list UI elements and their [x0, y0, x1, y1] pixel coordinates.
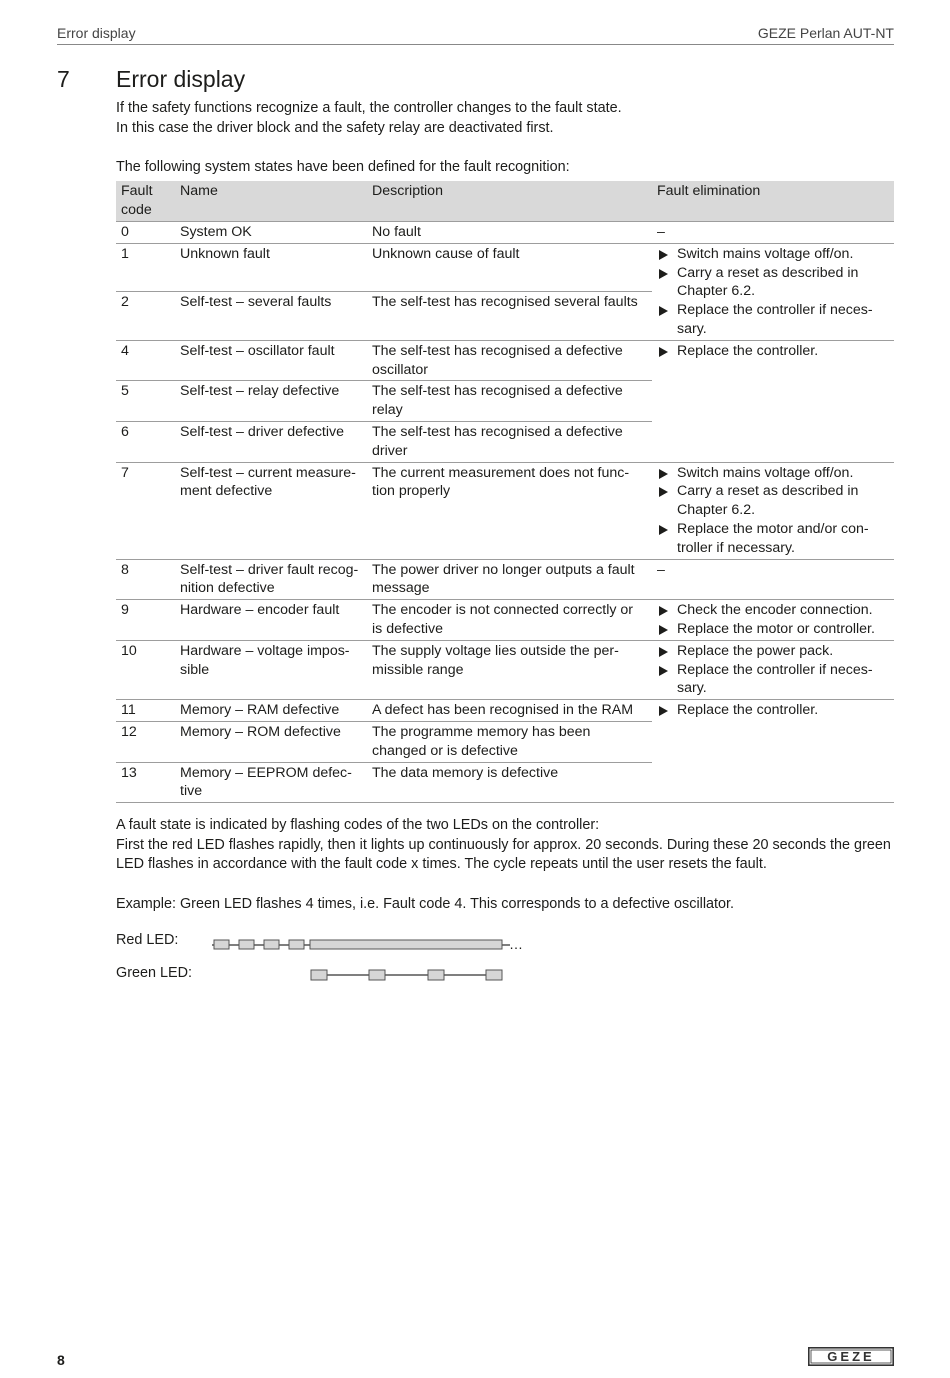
- green-led-flash: [428, 970, 444, 980]
- fault-name-cell: Hardware – voltage impos-sible: [175, 640, 367, 699]
- green-led-flash: [486, 970, 502, 980]
- table-intro-text: The following system states have been defined for the fault recognition:: [116, 159, 570, 175]
- fault-code-cell: 4: [116, 340, 175, 381]
- fault-name-cell: Self-test – relay defective: [175, 381, 367, 422]
- green-led-flash: [311, 970, 327, 980]
- intro-line-1: If the safety functions recognize a fault, the controller changes to the fault state.: [116, 100, 622, 116]
- red-led-flash: [289, 940, 304, 949]
- fault-name-cell: Self-test – oscillator fault: [175, 340, 367, 381]
- fault-name-cell: Unknown fault: [175, 243, 367, 291]
- green-led-timing-diagram: [200, 964, 540, 986]
- elimination-list: [657, 601, 889, 639]
- elimination-step: Replace the controller.: [657, 701, 889, 720]
- fault-name-cell: Self-test – driver fault recog-nition defective: [175, 559, 367, 600]
- elimination-step: Replace the motor and/or con-troller if necessary.: [657, 520, 889, 558]
- fault-code-cell: 11: [116, 700, 175, 722]
- fault-name-cell: Self-test – driver defective: [175, 421, 367, 462]
- header-fault-code: Fault code: [116, 181, 175, 222]
- fault-code-cell: 6: [116, 421, 175, 462]
- intro-text: [116, 99, 894, 138]
- table-intro: [116, 158, 894, 178]
- led-example: [116, 895, 894, 915]
- table-row: [116, 600, 894, 641]
- elimination-list: [657, 342, 889, 361]
- fault-name-cell: Self-test – current measure-ment defective: [175, 462, 367, 559]
- elimination-step: Switch mains voltage off/on.: [657, 464, 889, 483]
- section-number: 7: [57, 66, 70, 92]
- header-fault-elimination: Fault elimination: [652, 181, 894, 222]
- elimination-step: Carry a reset as described in Chapter 6.2.: [657, 482, 889, 520]
- fault-name-cell: Memory – ROM defective: [175, 721, 367, 762]
- table-row: [116, 462, 894, 559]
- fault-name-cell: Hardware – encoder fault: [175, 600, 367, 641]
- fault-elimination-cell: –: [652, 559, 894, 600]
- fault-description-cell: The supply voltage lies outside the per-missible range: [367, 640, 652, 699]
- led-explanation-line-2: First the red LED flashes rapidly, then it lights up continuously for approx. 20 seconds. During these 20 seconds the green LED flashes in accordance with the fault code x times. The cycle repeats until the user resets the fault.: [116, 836, 891, 872]
- fault-code-cell: 8: [116, 559, 175, 600]
- intro-line-2: In this case the driver block and the safety relay are deactivated first.: [116, 119, 554, 136]
- elimination-step: Replace the motor or controller.: [657, 620, 889, 639]
- elimination-step: Check the encoder connection.: [657, 601, 889, 620]
- table-row: [116, 243, 894, 291]
- fault-description-cell: No fault: [367, 222, 652, 244]
- fault-name-cell: Memory – RAM defective: [175, 700, 367, 722]
- table-header-row: [116, 181, 894, 222]
- fault-description-cell: The self-test has recognised a defective driver: [367, 421, 652, 462]
- fault-code-cell: 0: [116, 222, 175, 244]
- elimination-step: Replace the controller if neces-sary.: [657, 661, 889, 699]
- geze-logo: [808, 1347, 894, 1366]
- elimination-step: Replace the controller.: [657, 342, 889, 361]
- fault-code-cell: 1: [116, 243, 175, 291]
- led-example-text: Example: Green LED flashes 4 times, i.e. Fault code 4. This corresponds to a defective oscillator.: [116, 896, 735, 912]
- elimination-step: Replace the power pack.: [657, 642, 889, 661]
- red-led-timing-diagram: [200, 934, 540, 956]
- fault-code-cell: 13: [116, 762, 175, 803]
- logo-wordmark: GEZE: [827, 1349, 875, 1365]
- red-led-continuous: [310, 940, 502, 949]
- fault-code-cell: 2: [116, 292, 175, 341]
- page-number: 8: [57, 1352, 65, 1368]
- fault-code-cell: 5: [116, 381, 175, 422]
- table-row: [116, 559, 894, 600]
- red-led-flash: [214, 940, 229, 949]
- fault-description-cell: The self-test has recognised several faults: [367, 292, 652, 341]
- elimination-step: Switch mains voltage off/on.: [657, 245, 889, 264]
- fault-code-cell: 12: [116, 721, 175, 762]
- green-led-label: Green LED:: [116, 965, 192, 981]
- fault-elimination-cell: [652, 340, 894, 462]
- fault-description-cell: A defect has been recognised in the RAM: [367, 700, 652, 722]
- fault-name-cell: Self-test – several faults: [175, 292, 367, 341]
- elimination-step: Replace the controller if neces-sary.: [657, 301, 889, 339]
- red-led-label: Red LED:: [116, 932, 179, 948]
- fault-code-cell: 7: [116, 462, 175, 559]
- table-row: [116, 700, 894, 722]
- fault-elimination-cell: [652, 462, 894, 559]
- fault-name-cell: Memory – EEPROM defec-tive: [175, 762, 367, 803]
- fault-description-cell: The programme memory has been changed or is defective: [367, 721, 652, 762]
- running-header-product: GEZE Perlan AUT-NT: [757, 25, 894, 41]
- fault-description-cell: The encoder is not connected correctly or is defective: [367, 600, 652, 641]
- section-title: Error display: [116, 66, 246, 92]
- green-led-flash: [369, 970, 385, 980]
- fault-code-cell: 10: [116, 640, 175, 699]
- fault-elimination-cell: [652, 600, 894, 641]
- table-row: [116, 640, 894, 699]
- fault-description-cell: The current measurement does not func-tion properly: [367, 462, 652, 559]
- fault-description-cell: The self-test has recognised a defective oscillator: [367, 340, 652, 381]
- elimination-step: Carry a reset as described in Chapter 6.2.: [657, 264, 889, 302]
- fault-elimination-cell: [652, 243, 894, 340]
- red-led-flash: [239, 940, 254, 949]
- fault-code-table: [116, 181, 894, 803]
- fault-description-cell: The power driver no longer outputs a fault message: [367, 559, 652, 600]
- fault-elimination-cell: [652, 700, 894, 803]
- fault-code-cell: 9: [116, 600, 175, 641]
- led-explanation: [116, 816, 894, 875]
- table-row: [116, 222, 894, 244]
- elimination-list: [657, 245, 889, 339]
- fault-description-cell: The self-test has recognised a defective relay: [367, 381, 652, 422]
- fault-elimination-cell: –: [652, 222, 894, 244]
- header-description: Description: [367, 181, 652, 222]
- table-row: [116, 340, 894, 381]
- red-led-ellipsis: …: [509, 936, 523, 952]
- elimination-list: [657, 464, 889, 558]
- red-led-flash: [264, 940, 279, 949]
- fault-elimination-cell: [652, 640, 894, 699]
- fault-name-cell: System OK: [175, 222, 367, 244]
- fault-description-cell: Unknown cause of fault: [367, 243, 652, 291]
- elimination-list: [657, 701, 889, 720]
- header-rule: [57, 44, 894, 45]
- elimination-list: [657, 642, 889, 698]
- led-explanation-line-1: A fault state is indicated by flashing codes of the two LEDs on the controller:: [116, 817, 600, 833]
- fault-description-cell: The data memory is defective: [367, 762, 652, 803]
- header-name: Name: [175, 181, 367, 222]
- running-header-section: Error display: [57, 25, 136, 41]
